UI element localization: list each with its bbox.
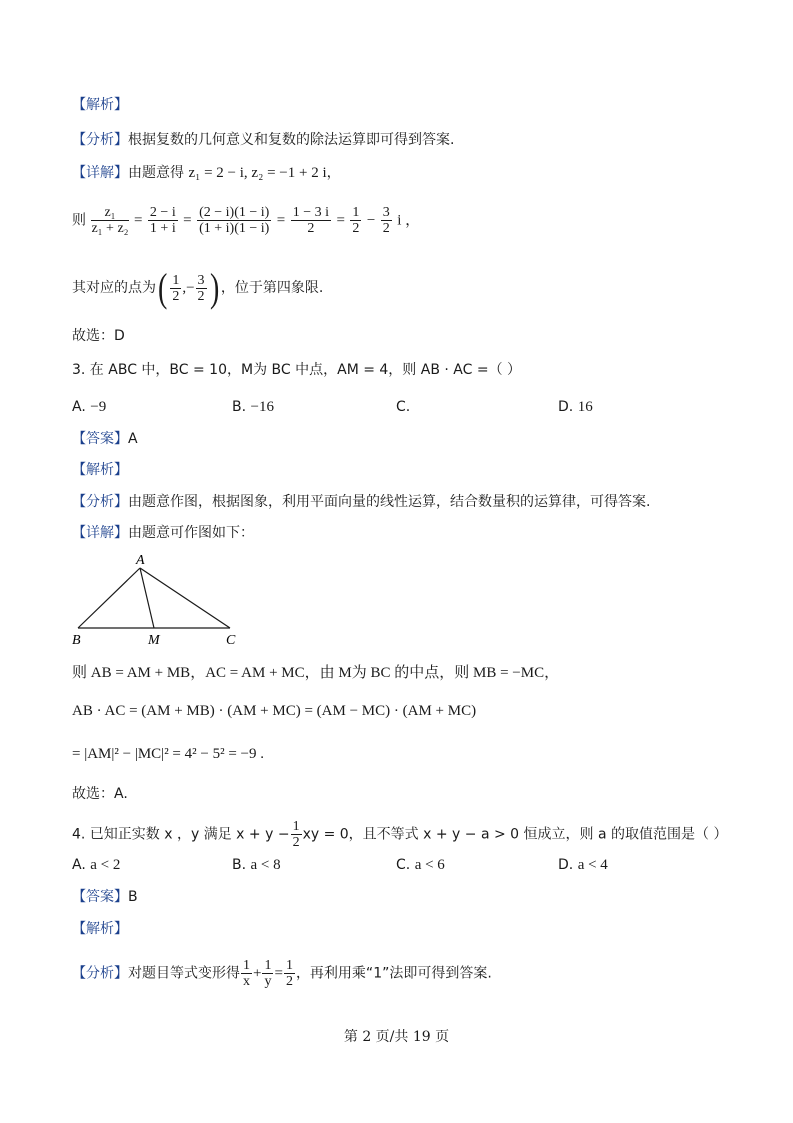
xiangjie-line-3 xyxy=(72,524,254,542)
fenxi-tag: 【分析】 xyxy=(72,494,128,510)
q4-suffix: xy = 0，且不等式 x + y − a > 0 恒成立，则 a 的取值范围是（ ） xyxy=(302,826,728,843)
option-value: a < 4 xyxy=(577,857,608,873)
fenxi-end: ，再利用乘“1”法即可得到答案. xyxy=(295,965,492,982)
ze-tail: i ， xyxy=(397,212,421,229)
option-value: a < 2 xyxy=(90,857,121,873)
option-label: B. xyxy=(232,399,247,415)
daan-4 xyxy=(72,888,138,906)
fraction xyxy=(91,205,128,236)
option-value: −9 xyxy=(90,399,107,415)
label-c: C xyxy=(226,633,236,648)
frac-den: z₁ + z₂ xyxy=(91,221,129,236)
q3-option-c xyxy=(396,398,410,416)
frac-num: 3 xyxy=(382,205,390,220)
frac-den: 2 xyxy=(352,221,360,236)
fenxi-line-4 xyxy=(72,958,492,989)
fraction xyxy=(196,273,207,304)
plus: + xyxy=(253,965,262,982)
jiexi-tag: 【解析】 xyxy=(72,97,128,113)
fenxi-line-1 xyxy=(72,131,454,149)
option-label: C. xyxy=(396,857,411,873)
daan-value: B xyxy=(128,889,138,905)
fraction xyxy=(262,958,273,989)
jiexi-heading-3 xyxy=(72,461,128,479)
frac-num: 1 xyxy=(264,958,272,973)
fenxi-tag: 【分析】 xyxy=(72,965,128,982)
equals: = xyxy=(274,965,283,982)
page-footer: 第 2 页/共 19 页 xyxy=(343,1029,450,1045)
median-am xyxy=(140,568,154,628)
frac-num: 1 xyxy=(292,819,300,834)
frac-num: 1 xyxy=(352,205,360,220)
fraction xyxy=(170,273,181,304)
fraction xyxy=(148,205,178,236)
q4-option-a xyxy=(72,856,120,874)
frac-den: y xyxy=(264,974,272,989)
question-4 xyxy=(72,819,727,850)
frac-den: 2 xyxy=(382,221,390,236)
equals: = xyxy=(336,212,345,229)
q4-option-d xyxy=(558,856,608,874)
point-comma: ,− xyxy=(182,280,195,296)
xiangjie-text: 由题意得 xyxy=(128,165,184,181)
question-3: 3. 在 ABC 中，BC = 10，M为 BC 中点，AM = 4，则 AB · AC =（ ） xyxy=(72,362,522,378)
frac-num: 1 xyxy=(285,958,293,973)
frac-den: 2 xyxy=(285,974,293,989)
frac-num: (2 − i)(1 − i) xyxy=(199,205,270,220)
fraction xyxy=(241,958,252,989)
triangle-figure xyxy=(70,550,250,650)
label-m: M xyxy=(148,633,160,648)
option-label: D. xyxy=(558,399,574,415)
option-label: B. xyxy=(232,857,247,873)
fenxi-text: 由题意作图，根据图象，利用平面向量的线性运算，结合数量积的运算律，可得答案. xyxy=(128,494,651,510)
guxuan-1: 故选：D xyxy=(72,328,125,344)
daan-tag: 【答案】 xyxy=(72,431,128,447)
daan-value: A xyxy=(128,431,138,447)
division-line xyxy=(72,205,420,236)
xiangjie-end: ， xyxy=(326,165,341,181)
q3-option-a xyxy=(72,398,106,416)
daan-tag: 【答案】 xyxy=(72,889,128,905)
frac-den: 1 + i xyxy=(149,221,176,236)
q4-prefix: 4. 已知正实数 x ，y 满足 x + y − xyxy=(72,826,290,843)
q3-option-d xyxy=(558,398,593,416)
left-paren: ( xyxy=(157,265,168,310)
xiangjie-tag: 【详解】 xyxy=(72,165,128,181)
frac-den: 2 xyxy=(172,288,180,304)
point-prefix: 其对应的点为 xyxy=(72,280,156,296)
q3-option-b xyxy=(232,398,274,416)
fenxi-text: 根据复数的几何意义和复数的除法运算即可得到答案. xyxy=(128,132,455,148)
label-b: B xyxy=(72,633,81,648)
xiangjie-tag: 【详解】 xyxy=(72,525,128,541)
xiangjie-line-1 xyxy=(72,164,341,182)
jiexi-heading-4 xyxy=(72,920,128,938)
equals: = xyxy=(134,212,143,229)
xiangjie-math: z₁ = 2 − i, z₂ = −1 + 2 i xyxy=(188,165,327,181)
jiexi-heading-1 xyxy=(72,96,128,114)
option-value: a < 8 xyxy=(250,857,281,873)
vector-line-2: AB · AC = (AM + MB) · (AM + MC) = (AM − MC) · (AM + MC) xyxy=(72,703,477,719)
frac-num: 1 xyxy=(243,958,250,973)
minus: − xyxy=(366,212,376,229)
fraction xyxy=(291,205,331,236)
option-value: a < 6 xyxy=(414,857,445,873)
fraction xyxy=(284,958,295,989)
option-value: 16 xyxy=(577,399,593,415)
frac-num: 1 − 3 i xyxy=(292,205,329,220)
frac-num: 3 xyxy=(197,272,205,288)
side-ab xyxy=(78,568,140,628)
option-value: −16 xyxy=(250,399,274,415)
frac-num: 2 − i xyxy=(149,205,176,220)
q4-option-c xyxy=(396,856,445,874)
frac-den: x xyxy=(243,974,250,989)
vector-line-3: = |AM|² − |MC|² = 4² − 5² = −9 . xyxy=(72,746,265,762)
ze-prefix: 则 xyxy=(72,212,86,229)
fenxi-line-3 xyxy=(72,493,650,511)
fenxi-tag: 【分析】 xyxy=(72,132,128,148)
guxuan-3: 故选：A. xyxy=(72,786,128,802)
option-label: C. xyxy=(396,399,411,415)
equals: = xyxy=(183,212,192,229)
option-label: A. xyxy=(72,399,86,415)
frac-den: (1 + i)(1 − i) xyxy=(199,221,270,236)
frac-num: 1 xyxy=(172,272,180,288)
fraction xyxy=(381,205,392,236)
daan-3 xyxy=(72,430,138,448)
fraction xyxy=(197,205,271,236)
label-a: A xyxy=(136,553,145,568)
frac-den: 2 xyxy=(292,835,300,850)
frac-den: 2 xyxy=(197,288,205,304)
right-paren: ) xyxy=(209,265,219,310)
jiexi-tag: 【解析】 xyxy=(72,462,128,478)
fraction xyxy=(291,819,302,850)
fraction xyxy=(350,205,361,236)
fenxi-text: 对题目等式变形得 xyxy=(128,965,240,982)
frac-num: z₁ xyxy=(91,205,128,221)
point-suffix: ，位于第四象限. xyxy=(220,280,324,296)
xiangjie-text: 由题意可作图如下： xyxy=(128,525,254,541)
side-ac xyxy=(140,568,230,628)
point-line xyxy=(72,265,324,310)
q4-option-b xyxy=(232,856,281,874)
jiexi-tag: 【解析】 xyxy=(72,921,128,937)
frac-den: 2 xyxy=(307,221,315,236)
option-label: A. xyxy=(72,857,86,873)
option-label: D. xyxy=(558,857,574,873)
equals: = xyxy=(276,212,286,229)
vector-line-1: 则 AB = AM + MB，AC = AM + MC，由 M为 BC 的中点，则 MB = −MC， xyxy=(72,665,560,681)
